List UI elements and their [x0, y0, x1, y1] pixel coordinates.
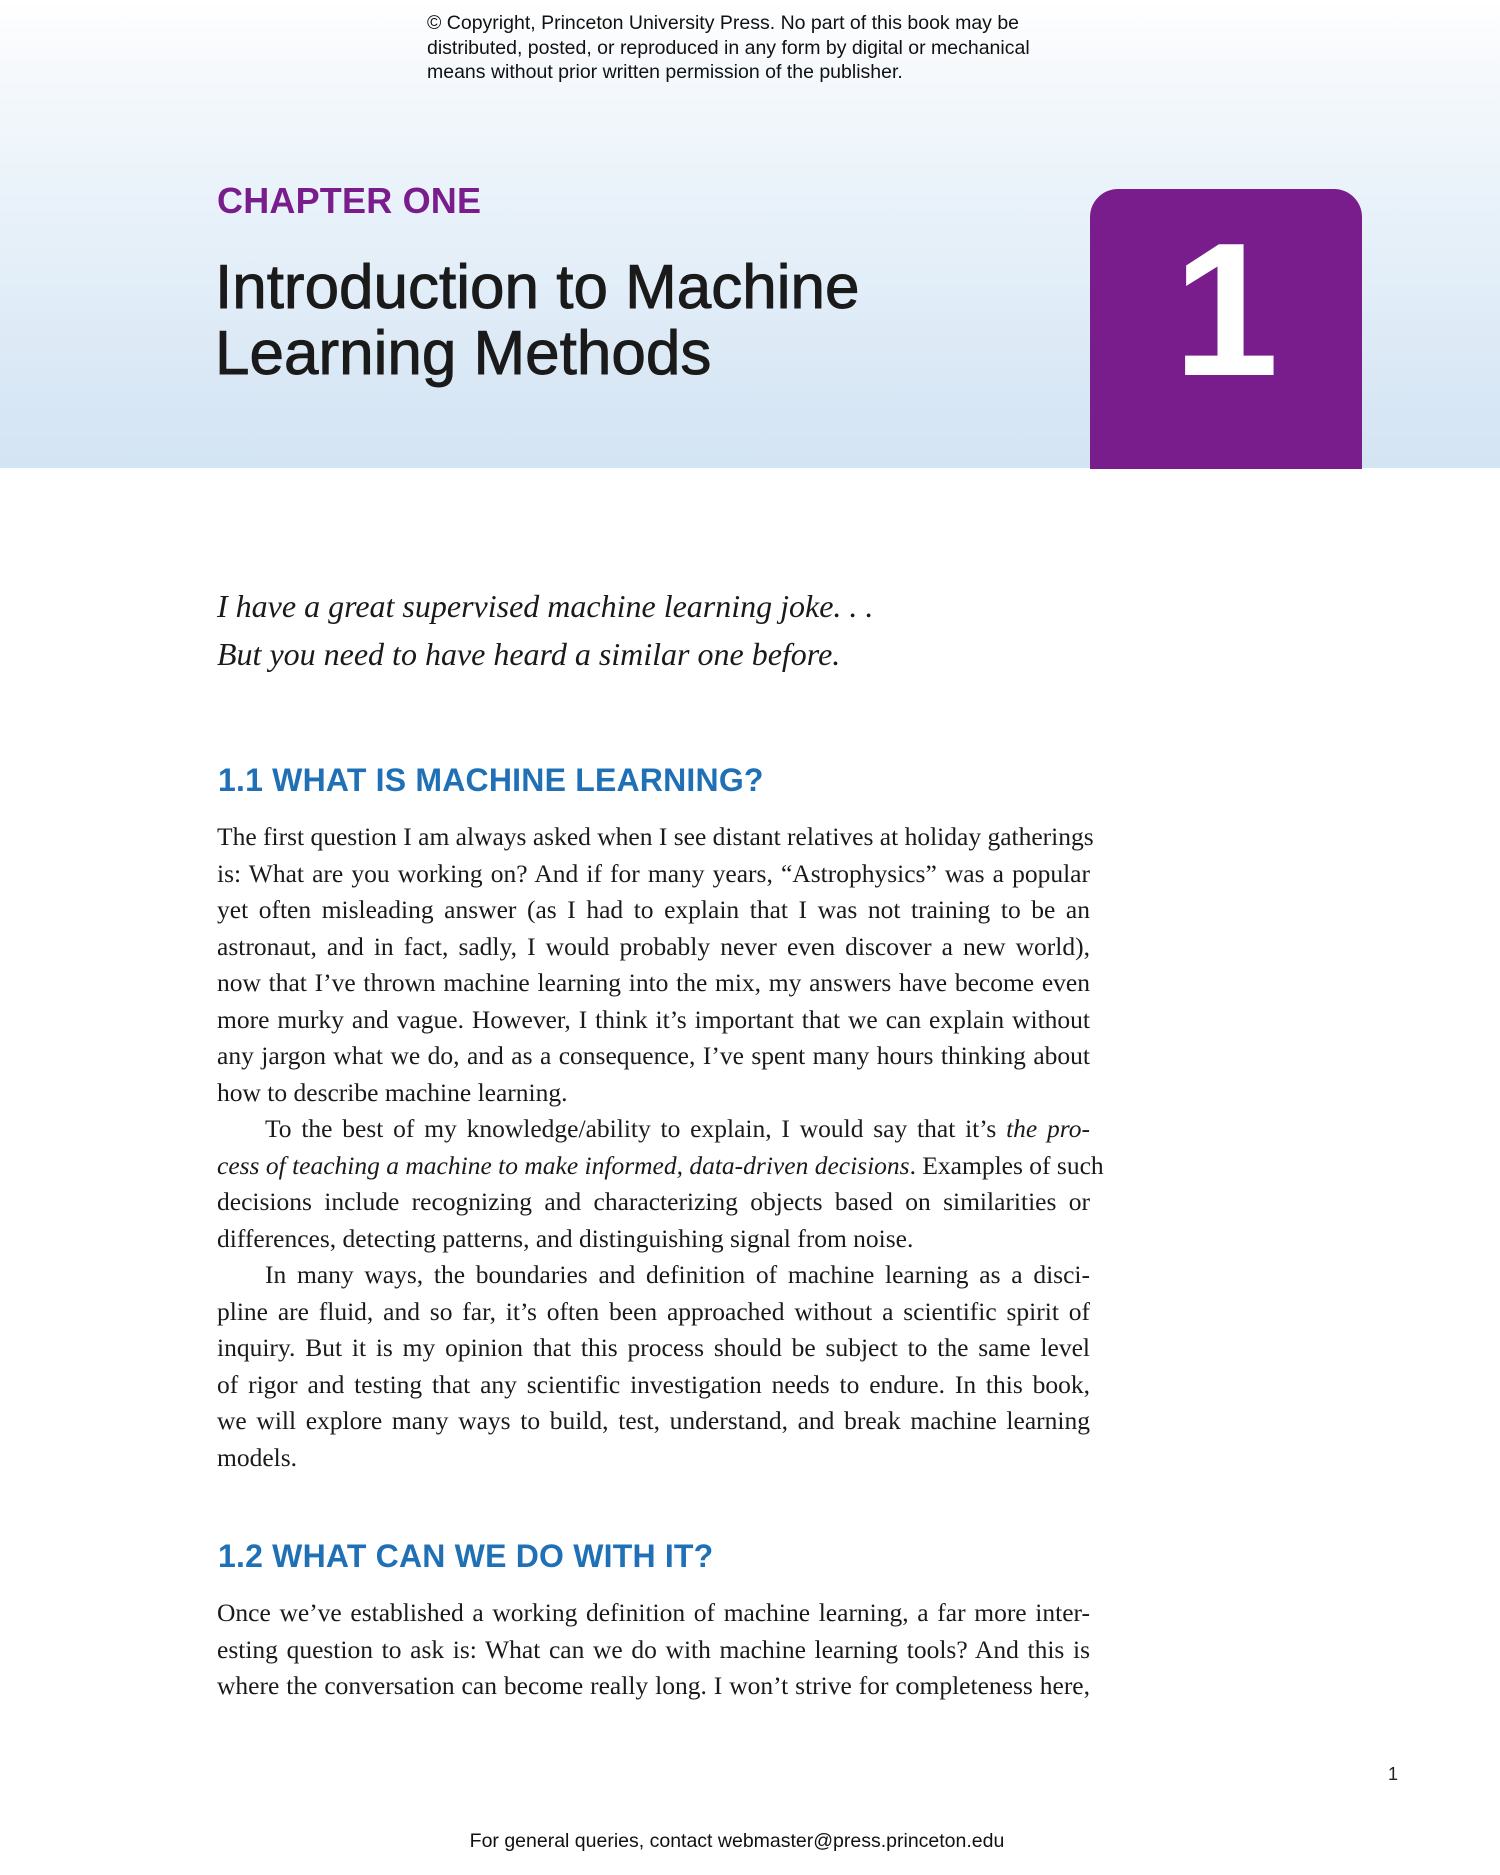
- chapter-title: [215, 255, 1035, 387]
- text-line: of rigor and testing that any scientific investigation needs to endure. In this book,: [217, 1369, 1090, 1399]
- text-line: decisions include recognizing and characterizing objects based on similarities or: [217, 1187, 1090, 1216]
- text-line: [217, 1148, 1104, 1185]
- section-heading-1-1: 1.1 WHAT IS MACHINE LEARNING?: [218, 762, 764, 798]
- epigraph-line: But you need to have heard a similar one before.: [217, 636, 841, 672]
- text-line: more murky and vague. However, I think it’s important that we can explain without: [217, 1004, 1090, 1034]
- text-line: how to describe machine learning.: [217, 1077, 568, 1107]
- footer-contact-text: For general queries, contact webmaster@press.princeton.edu: [469, 1830, 1005, 1852]
- section-heading-1-2: 1.2 WHAT CAN WE DO WITH IT?: [218, 1538, 714, 1574]
- page-number: 1: [1388, 1764, 1399, 1784]
- text-run: To the best of my knowledge/ability to explain, I would say that it’s: [265, 1114, 1007, 1143]
- text-line: In many ways, the boundaries and definition of machine learning as a disci-: [265, 1260, 1090, 1289]
- paragraph: [217, 1595, 1090, 1705]
- copyright-notice: [427, 11, 1127, 85]
- text-line: [217, 1111, 1090, 1148]
- paragraph: [217, 1257, 1090, 1476]
- text-line: we will explore many ways to build, test, understand, and break machine learning: [217, 1406, 1090, 1435]
- chapter-label: CHAPTER ONE: [217, 180, 482, 221]
- epigraph-line: I have a great supervised machine learning joke. . .: [217, 588, 874, 624]
- text-line: astronaut, and in fact, sadly, I would probably never even discover a new world),: [217, 931, 1090, 961]
- text-line: Once we’ve established a working definition of machine learning, a far more inter-: [217, 1598, 1090, 1627]
- text-line: The first question I am always asked when I see distant relatives at holiday gatherings: [217, 822, 1094, 851]
- emphasis-text: cess of teaching a machine to make informed, data-driven decisions: [217, 1150, 910, 1180]
- copyright-line: © Copyright, Princeton University Press. No part of this book may be: [427, 12, 1020, 34]
- text-line: inquiry. But it is my opinion that this process should be subject to the same level: [217, 1333, 1090, 1362]
- paragraph: [217, 819, 1094, 1111]
- text-line: pline are fluid, and so far, it’s often been approached without a scientific spirit of: [217, 1296, 1090, 1326]
- chapter-number-badge: [1090, 189, 1362, 469]
- paragraph: [217, 1111, 1104, 1257]
- emphasis-text: the pro-: [1006, 1114, 1090, 1143]
- chapter-title-line: Learning Methods: [215, 319, 712, 388]
- text-line: is: What are you working on? And if for many years, “Astrophysics” was a popular: [217, 858, 1090, 888]
- text-line: now that I’ve thrown machine learning into the mix, my answers have become even: [217, 968, 1090, 997]
- text-run: . Examples of such: [909, 1150, 1104, 1180]
- copyright-line: means without prior written permission of the publisher.: [427, 61, 903, 83]
- text-line: any jargon what we do, and as a consequence, I’ve spent many hours thinking about: [217, 1041, 1090, 1070]
- text-line: yet often misleading answer (as I had to explain that I was not training to be an: [217, 895, 1090, 924]
- text-line: esting question to ask is: What can we do with machine learning tools? And this is: [217, 1634, 1090, 1664]
- chapter-number: 1: [1173, 204, 1279, 416]
- section-1-2-body: [217, 1595, 1090, 1705]
- epigraph: [217, 582, 1117, 678]
- text-line: differences, detecting patterns, and distinguishing signal from noise.: [217, 1223, 914, 1253]
- text-line: where the conversation can become really long. I won’t strive for completeness here,: [217, 1671, 1090, 1700]
- chapter-title-line: Introduction to Machine: [215, 253, 860, 322]
- text-line: models.: [217, 1442, 298, 1472]
- copyright-line: distributed, posted, or reproduced in any form by digital or mechanical: [427, 36, 1030, 59]
- section-1-1-body: [217, 819, 1104, 1476]
- footer: [0, 1830, 1500, 1853]
